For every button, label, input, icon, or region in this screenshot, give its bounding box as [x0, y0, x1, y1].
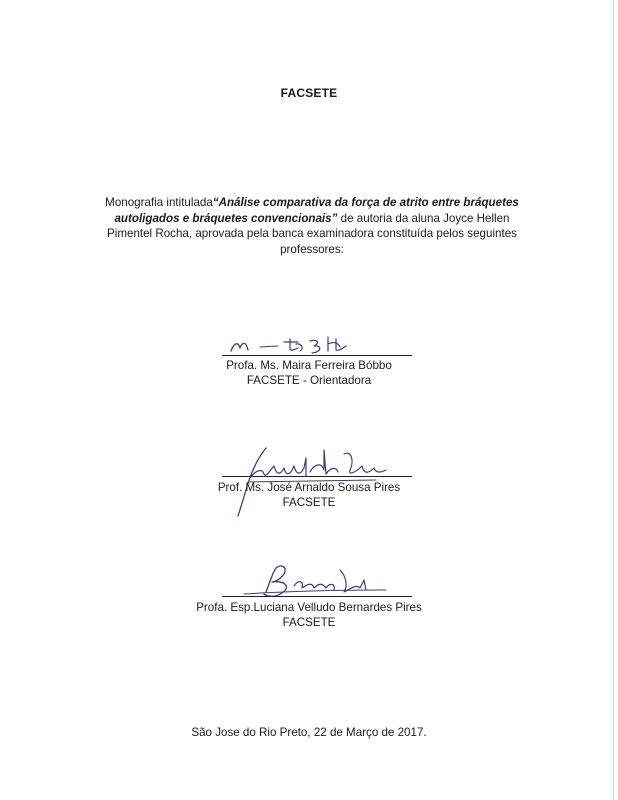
signature-line-1 [222, 355, 412, 356]
signature-line-3 [222, 596, 412, 597]
statement-prefix: Monografia intitulada [105, 196, 213, 209]
signatory-2-name: Prof. Ms. José Arnaldo Sousa Pires [217, 481, 401, 494]
signatory-1 [0, 358, 618, 388]
signatory-3-role: FACSETE [282, 616, 336, 629]
signature-3 [236, 562, 406, 604]
signatory-2 [0, 480, 618, 510]
place-and-date: São Jose do Rio Preto, 22 de Março de 2017. [191, 726, 427, 739]
approval-statement [96, 195, 528, 257]
signatory-2-role: FACSETE [282, 496, 336, 509]
monograph-title: “Análise comparativa da força de atrito entre bráquetes autoligados e bráquetes convencionais” [114, 196, 519, 225]
scan-edge [613, 0, 614, 800]
signatory-1-role: FACSETE - Orientadora [246, 374, 372, 387]
signatory-3-name: Profa. Esp.Luciana Velludo Bernardes Pires [196, 601, 422, 614]
institution-header: FACSETE [280, 86, 338, 100]
signatory-3 [0, 600, 618, 630]
statement-suffix: de autoria da aluna Joyce Hellen Pimentel Rocha, aprovada pela banca examinadora constituída pelos seguintes professores: [107, 211, 517, 256]
signature-line-2 [222, 476, 412, 477]
signatory-1-name: Profa. Ms. Maira Ferreira Bóbbo [226, 359, 392, 372]
